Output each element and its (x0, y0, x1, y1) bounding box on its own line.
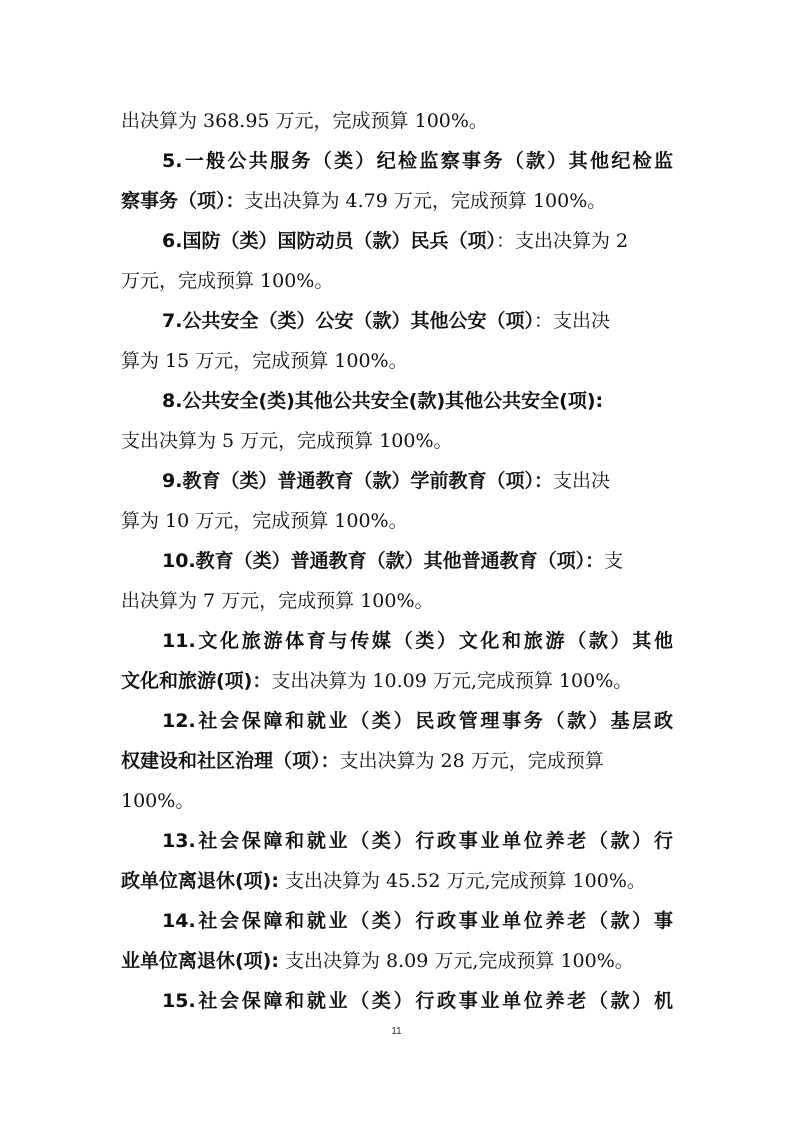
paragraph-7-line-1 (162, 309, 673, 333)
paragraph-heading: 6.国防（类）国防动员（款）民兵（项） (162, 230, 496, 252)
paragraph-heading: 9.教育（类）普通教育（款）学前教育（项）： (162, 470, 553, 492)
paragraph-heading: 5.一般公共服务（类）纪检监察事务（款）其他纪检监 (162, 150, 673, 172)
paragraph-heading: 15.社会保障和就业（类）行政事业单位养老（款）机 (162, 990, 673, 1012)
paragraph-text: 支出决算为 45.52 万元,完成预算 100%。 (278, 870, 646, 892)
paragraph-13-line-1 (162, 829, 673, 853)
paragraph-heading: 13.社会保障和就业（类）行政事业单位养老（款）行 (162, 830, 673, 852)
paragraph-12-line-1 (162, 709, 673, 733)
paragraph-5-line-1 (162, 149, 673, 173)
paragraph-6-line-1 (162, 229, 673, 253)
paragraph-heading: 察事务（项）： (121, 190, 245, 212)
paragraph-8-line-2 (121, 429, 673, 453)
paragraph-heading: 业单位离退休(项): (121, 950, 279, 972)
paragraph-text: ：支出决算为 2 (495, 230, 629, 252)
paragraph-text: 支出决算为 8.09 万元,完成预算 100%。 (278, 950, 634, 972)
paragraph-heading: 7.公共安全（类）公安（款）其他公安（项） (162, 310, 534, 332)
paragraph-text: 100%。 (121, 790, 195, 812)
paragraph-text: 支出决算为 5 万元，完成预算 100%。 (121, 430, 453, 452)
paragraph-heading: 14.社会保障和就业（类）行政事业单位养老（款）事 (162, 910, 673, 932)
paragraph-9-line-2 (121, 509, 673, 533)
paragraph-heading: 10.教育（类）普通教育（款）其他普通教育（项）： (162, 550, 605, 572)
paragraph-5-line-2 (121, 189, 673, 213)
paragraph-heading: 文化和旅游(项)： (121, 670, 272, 692)
paragraph-text: 算为 10 万元，完成预算 100%。 (121, 510, 408, 532)
paragraph-text: 支 (604, 550, 624, 572)
page-number: 11 (391, 1026, 402, 1037)
paragraph-11-line-2 (121, 669, 673, 693)
paragraph-14-line-1 (162, 909, 673, 933)
paragraph-10-line-1 (162, 549, 673, 573)
paragraph-text: 万元，完成预算 100%。 (121, 270, 334, 292)
paragraph-heading: 12.社会保障和就业（类）民政管理事务（款）基层政 (162, 710, 673, 732)
paragraph-text: 支出决算为 28 万元，完成预算 (339, 750, 604, 772)
paragraph-4-continuation (121, 109, 673, 133)
paragraph-text: 支出决算为 4.79 万元，完成预算 100%。 (244, 190, 607, 212)
paragraph-heading: 8.公共安全(类)其他公共安全(款)其他公共安全(项): (162, 390, 604, 412)
paragraph-12-line-3 (121, 789, 673, 813)
paragraph-text: ：支出决 (533, 310, 610, 332)
paragraph-14-line-2 (121, 949, 673, 973)
paragraph-13-line-2 (121, 869, 673, 893)
paragraph-text: 出决算为 7 万元，完成预算 100%。 (121, 590, 434, 612)
paragraph-15-line-1 (162, 989, 673, 1013)
paragraph-text: 出决算为 368.95 万元，完成预算 100%。 (121, 110, 488, 132)
paragraph-12-line-2 (121, 749, 673, 773)
paragraph-8-line-1 (162, 389, 673, 413)
paragraph-10-line-2 (121, 589, 673, 613)
paragraph-11-line-1 (162, 629, 673, 653)
paragraph-7-line-2 (121, 349, 673, 373)
paragraph-6-line-2 (121, 269, 673, 293)
paragraph-heading: 权建设和社区治理（项）： (121, 750, 340, 772)
paragraph-text: 支出决 (552, 470, 610, 492)
paragraph-text: 支出决算为 10.09 万元,完成预算 100%。 (271, 670, 633, 692)
paragraph-heading: 11.文化旅游体育与传媒（类）文化和旅游（款）其他 (162, 630, 673, 652)
paragraph-9-line-1 (162, 469, 673, 493)
paragraph-text: 算为 15 万元，完成预算 100%。 (121, 350, 408, 372)
paragraph-heading: 政单位离退休(项): (121, 870, 279, 892)
